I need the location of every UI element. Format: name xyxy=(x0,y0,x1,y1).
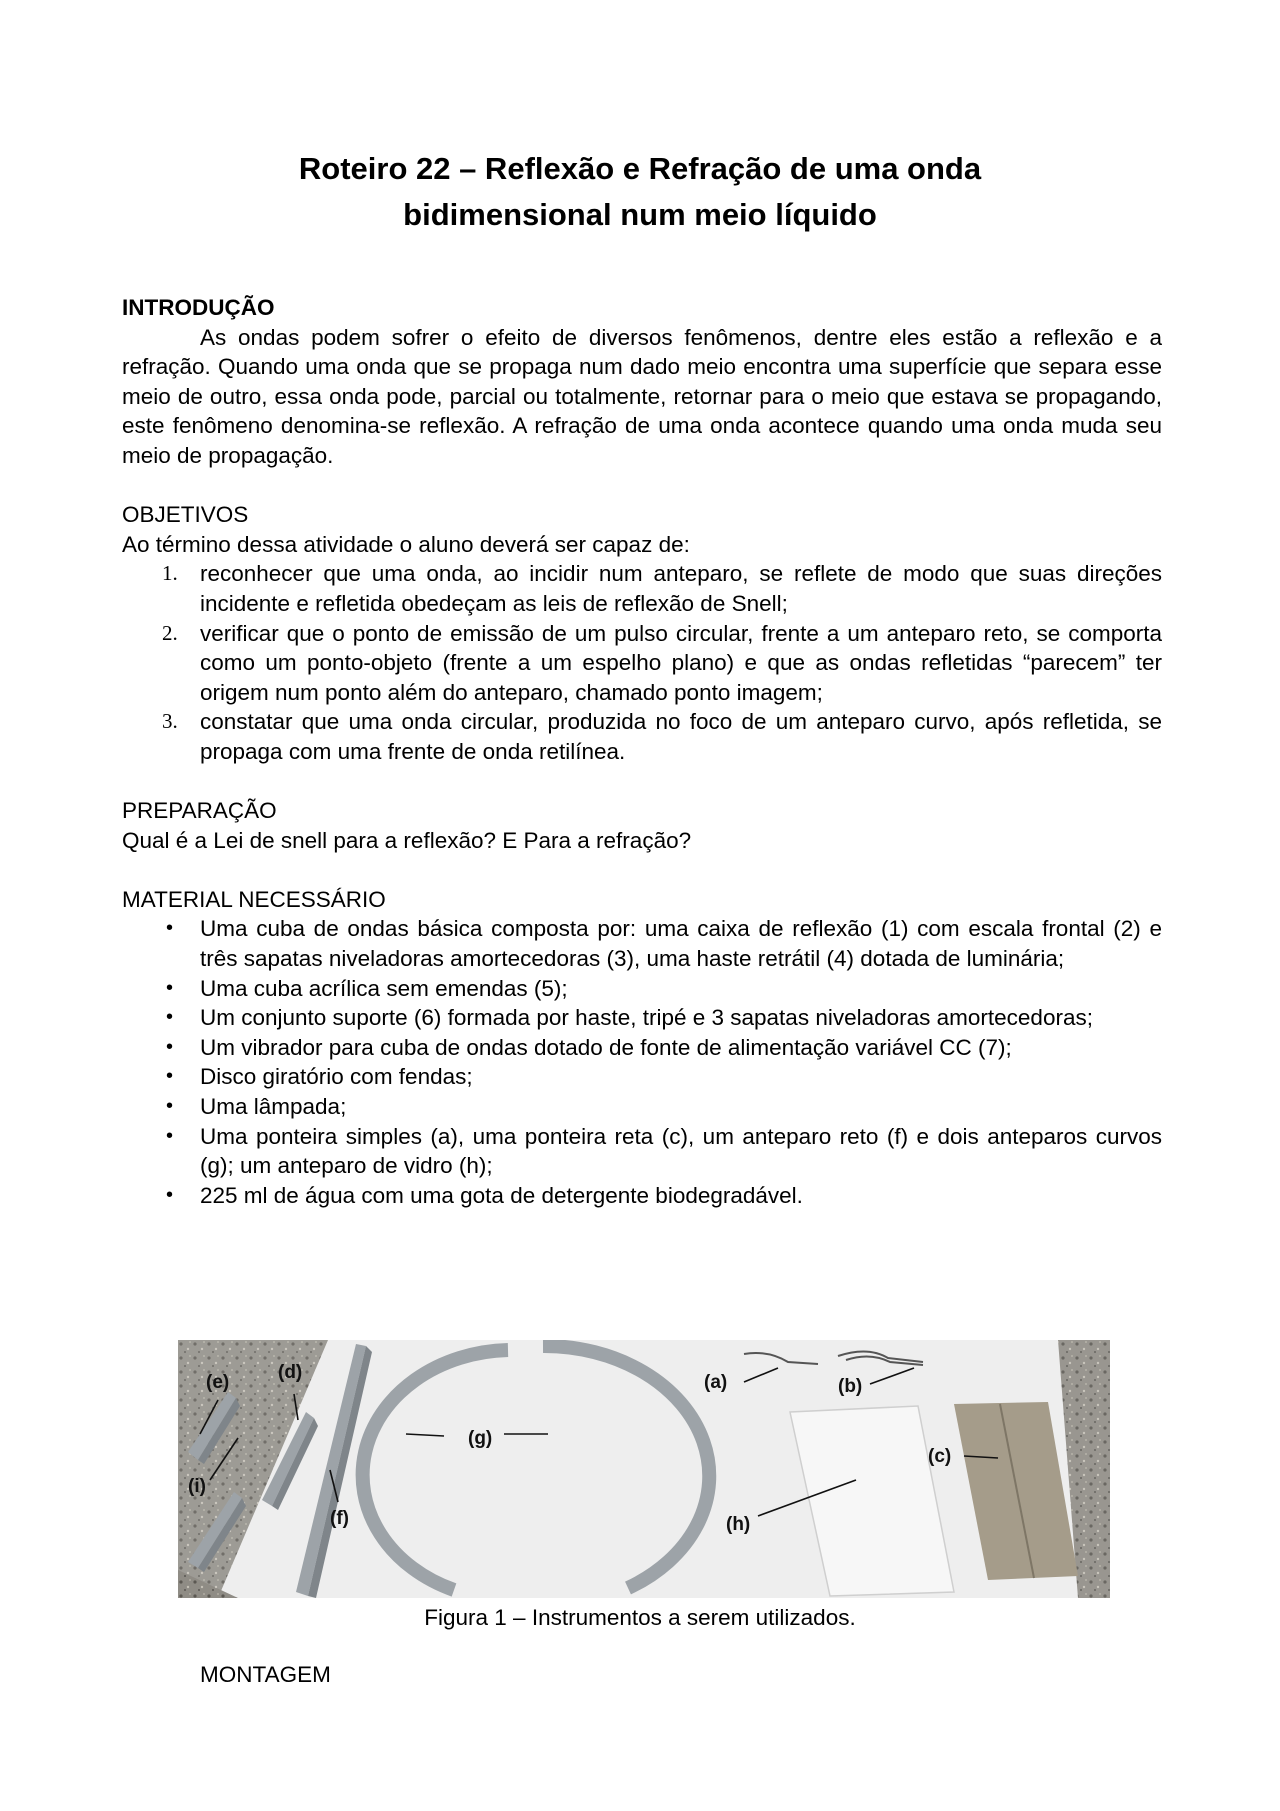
introducao-text: As ondas podem sofrer o efeito de diversos fenômenos, dentre eles estão a reflexão e a refração. Quando uma onda que se propaga num dado meio encontra uma superfície que separa esse meio de outro, essa onda pode, parcial ou totalmente, retornar para o meio que estava se propagando, este fenômeno denomina-se reflexão. A refração de uma onda acontece quando uma onda muda seu meio de propagação. xyxy=(122,324,1162,468)
list-item xyxy=(122,1003,1162,1033)
bullet-icon: • xyxy=(166,1035,174,1058)
label-b: (b) xyxy=(838,1376,863,1397)
label-f: (f) xyxy=(330,1508,349,1529)
bullet-icon: • xyxy=(166,917,174,940)
section-introducao xyxy=(122,293,1162,471)
label-d: (d) xyxy=(278,1362,303,1383)
heading-preparacao: PREPARAÇÃO xyxy=(122,798,277,824)
list-item xyxy=(122,914,1162,973)
heading-material: MATERIAL NECESSÁRIO xyxy=(122,886,386,912)
preparacao-text: Qual é a Lei de snell para a reflexão? E Para a refração? xyxy=(122,827,692,853)
figure-caption: Figura 1 – Instrumentos a serem utilizados. xyxy=(424,1605,856,1630)
list-item-text: Disco giratório com fendas; xyxy=(200,1064,473,1090)
list-item-text: verificar que o ponto de emissão de um pulso circular, frente a um anteparo reto, se comporta como um ponto-objeto (frente a um espelho plano) e que as ondas refletidas “parecem” ter origem num ponto além do anteparo, chamado ponto imagem; xyxy=(200,620,1162,705)
list-number: 2. xyxy=(162,620,178,645)
list-item xyxy=(122,1062,1162,1092)
list-item xyxy=(122,1033,1162,1063)
list-item-text: Uma cuba de ondas básica composta por: uma caixa de reflexão (1) com escala frontal (2) e três sapatas niveladoras amortecedoras (3), uma haste retrátil (4) dotada de luminária; xyxy=(200,916,1162,972)
document-body xyxy=(122,293,1162,1210)
title-line-2: bidimensional num meio líquido xyxy=(403,197,877,232)
label-c: (c) xyxy=(928,1446,952,1467)
list-item-text: Um conjunto suporte (6) formada por haste, tripé e 3 sapatas niveladoras amortecedoras; xyxy=(200,1005,1093,1031)
list-item-text: reconhecer que uma onda, ao incidir num anteparo, se reflete de modo que suas direções incidente e refletida obedeçam as leis de reflexão de Snell; xyxy=(200,561,1162,616)
bullet-icon: • xyxy=(166,1095,174,1118)
figure-instruments-photo xyxy=(178,1340,1110,1598)
list-item xyxy=(122,559,1162,618)
list-item xyxy=(122,619,1162,708)
section-objetivos xyxy=(122,500,1162,766)
document-title xyxy=(0,146,1280,238)
list-item xyxy=(122,707,1162,766)
bullet-icon: • xyxy=(166,1065,174,1088)
list-item-text: constatar que uma onda circular, produzida no foco de um anteparo curvo, após refletida, se propaga com uma frente de onda retilínea. xyxy=(200,709,1162,764)
list-item xyxy=(122,1092,1162,1122)
title-line-1: Roteiro 22 – Reflexão e Refração de uma onda xyxy=(298,151,982,186)
list-number: 3. xyxy=(162,709,178,734)
list-item-text: Uma lâmpada; xyxy=(200,1094,347,1120)
list-item xyxy=(122,1181,1162,1211)
list-item-text: Uma ponteira simples (a), uma ponteira reta (c), um anteparo reto (f) e dois anteparos curvos (g); um anteparo de vidro (h); xyxy=(200,1123,1162,1179)
list-item xyxy=(122,1122,1162,1181)
label-h: (h) xyxy=(726,1514,751,1535)
objetivos-list xyxy=(122,559,1162,766)
objetivos-intro: Ao término dessa atividade o aluno deverá ser capaz de: xyxy=(122,531,690,557)
list-number: 1. xyxy=(162,561,178,586)
bullet-icon: • xyxy=(166,1183,174,1206)
heading-objetivos: OBJETIVOS xyxy=(122,502,249,528)
bullet-icon: • xyxy=(166,976,174,999)
material-list xyxy=(122,914,1162,1210)
list-item-text: 225 ml de água com uma gota de detergente biodegradável. xyxy=(200,1182,803,1208)
section-preparacao xyxy=(122,796,1162,855)
heading-montagem: MONTAGEM xyxy=(200,1662,331,1687)
list-item xyxy=(122,974,1162,1004)
list-item-text: Um vibrador para cuba de ondas dotado de fonte de alimentação variável CC (7); xyxy=(200,1034,1012,1060)
label-a: (a) xyxy=(704,1372,728,1393)
heading-introducao: INTRODUÇÃO xyxy=(122,295,275,320)
bullet-icon: • xyxy=(166,1124,174,1147)
bullet-icon: • xyxy=(166,1006,174,1029)
list-item-text: Uma cuba acrílica sem emendas (5); xyxy=(200,975,568,1001)
section-material xyxy=(122,885,1162,1211)
label-i: (i) xyxy=(188,1476,206,1497)
label-e: (e) xyxy=(206,1372,230,1393)
label-g: (g) xyxy=(468,1428,493,1449)
